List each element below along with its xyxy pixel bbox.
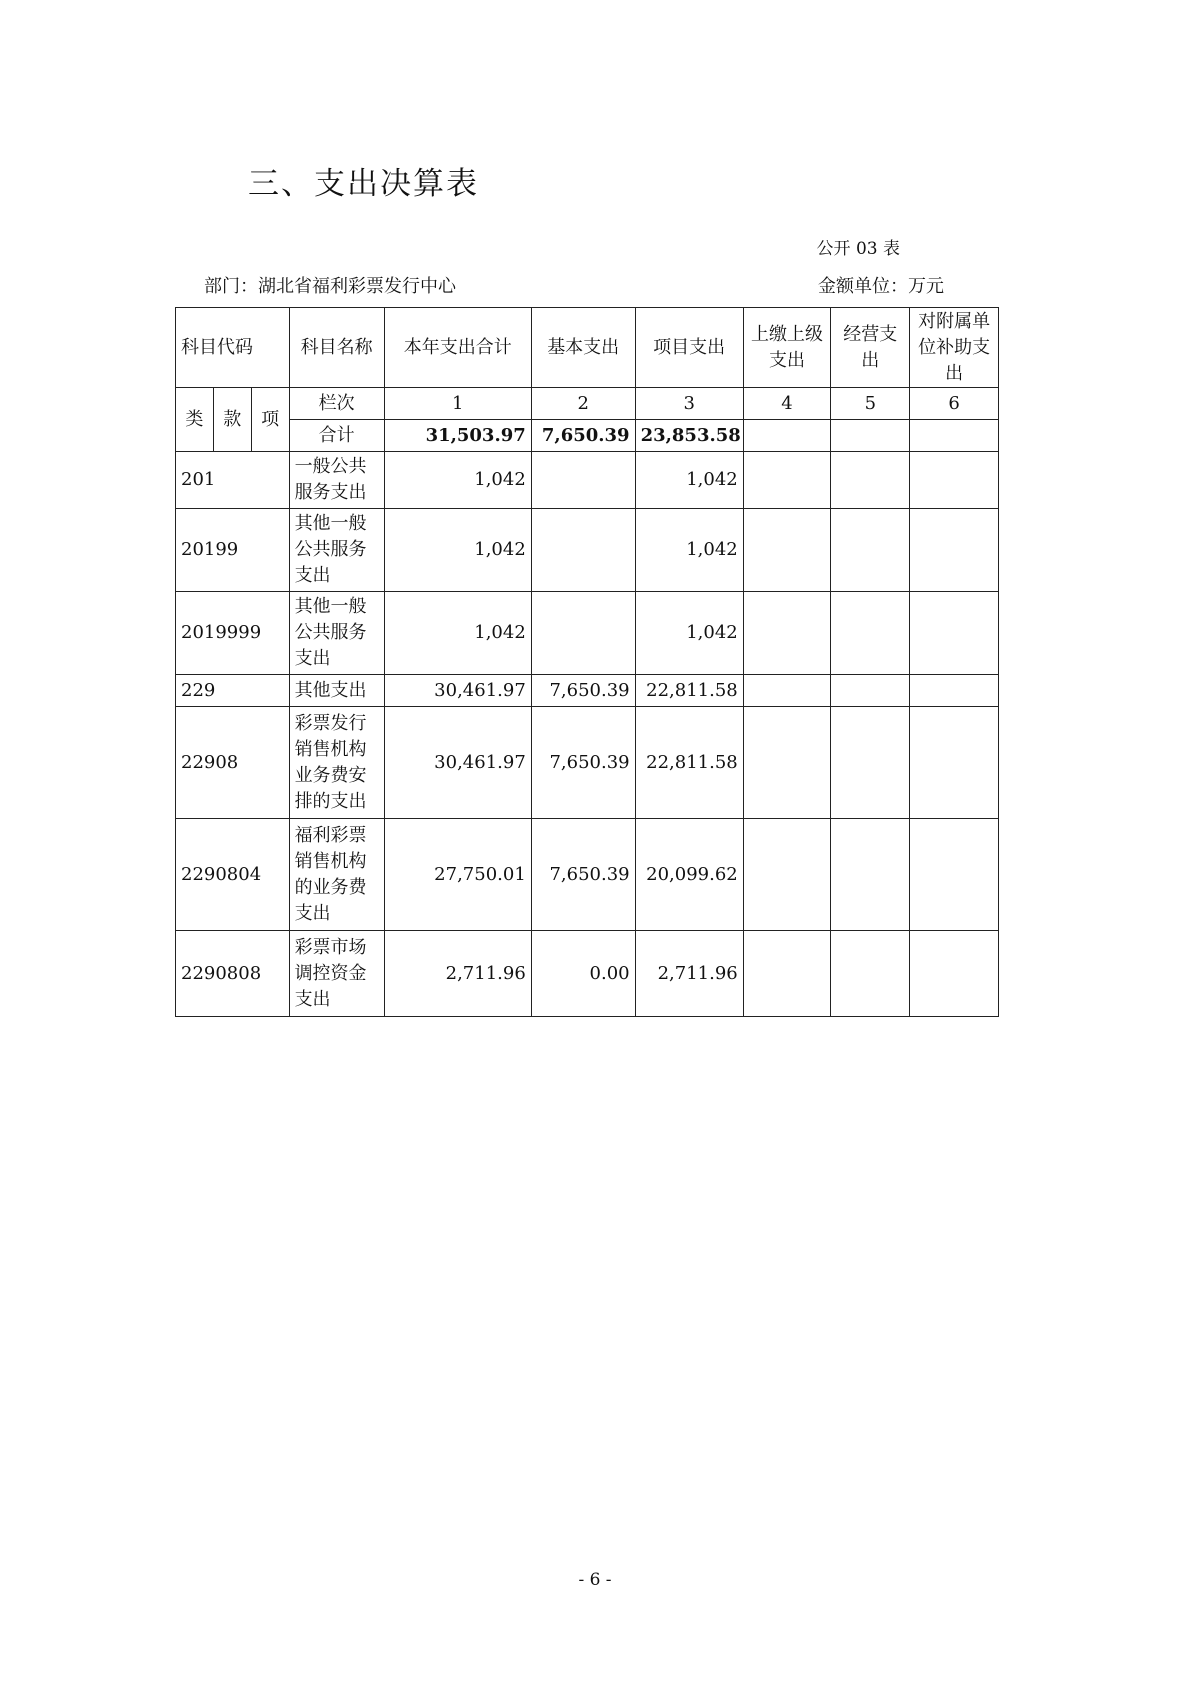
row-basic: 7,650.39 [531,819,635,931]
row-basic [531,452,635,509]
row-basic: 0.00 [531,931,635,1017]
row-total: 27,750.01 [384,819,531,931]
row-total: 30,461.97 [384,707,531,819]
row-subsidy [910,452,999,509]
row-upper [743,675,831,707]
row-code: 2290804 [176,819,290,931]
header-code: 科目代码 [176,308,290,388]
row-code: 2290808 [176,931,290,1017]
row-code: 201 [176,452,290,509]
totals-basic: 7,650.39 [531,420,635,452]
row-basic: 7,650.39 [531,675,635,707]
table-row [176,707,999,819]
row-subsidy [910,592,999,675]
expenditure-table [175,307,999,1017]
totals-subsidy [910,420,999,452]
row-business [831,509,910,592]
row-project: 1,042 [635,509,743,592]
header-basic: 基本支出 [531,308,635,388]
row-subsidy [910,819,999,931]
row-business [831,707,910,819]
row-business [831,592,910,675]
row-name: 其他一般公共服务支出 [289,592,384,675]
row-project: 22,811.58 [635,707,743,819]
row-code: 22908 [176,707,290,819]
row-name: 其他一般公共服务支出 [289,509,384,592]
header-subsidy: 对附属单位补助支出 [910,308,999,388]
header-row [176,308,999,388]
page-title: 三、支出决算表 [248,166,479,202]
header-project: 项目支出 [635,308,743,388]
row-business [831,452,910,509]
header-name: 科目名称 [289,308,384,388]
row-business [831,819,910,931]
row-subsidy [910,509,999,592]
header-business: 经营支出 [831,308,910,388]
totals-business [831,420,910,452]
row-name: 彩票市场调控资金支出 [289,931,384,1017]
row-total: 2,711.96 [384,931,531,1017]
row-name: 一般公共服务支出 [289,452,384,509]
row-basic: 7,650.39 [531,707,635,819]
table-row [176,592,999,675]
row-total: 1,042 [384,592,531,675]
header-total: 本年支出合计 [384,308,531,388]
totals-row [176,420,999,452]
table-row [176,675,999,707]
row-code: 229 [176,675,290,707]
row-total: 30,461.97 [384,675,531,707]
row-business [831,931,910,1017]
row-basic [531,509,635,592]
department-label: 部门：湖北省福利彩票发行中心 [204,276,456,297]
row-project: 2,711.96 [635,931,743,1017]
col-number-6: 6 [910,388,999,420]
row-project: 1,042 [635,592,743,675]
column-number-row [176,388,999,420]
totals-upper [743,420,831,452]
row-upper [743,707,831,819]
row-upper [743,592,831,675]
row-project: 1,042 [635,452,743,509]
row-upper [743,931,831,1017]
col-number-1: 1 [384,388,531,420]
header-lanci: 栏次 [289,388,384,420]
unit-label: 金额单位：万元 [818,276,944,297]
table-row [176,931,999,1017]
header-lei: 类 [176,388,214,452]
col-number-4: 4 [743,388,831,420]
row-code: 20199 [176,509,290,592]
row-project: 22,811.58 [635,675,743,707]
row-name: 彩票发行销售机构业务费安排的支出 [289,707,384,819]
row-business [831,675,910,707]
table-row [176,819,999,931]
row-name: 福利彩票销售机构的业务费支出 [289,819,384,931]
col-number-5: 5 [831,388,910,420]
row-project: 20,099.62 [635,819,743,931]
row-upper [743,452,831,509]
form-number: 公开 03 表 [816,239,900,259]
col-number-3: 3 [635,388,743,420]
row-total: 1,042 [384,509,531,592]
table-row [176,452,999,509]
row-subsidy [910,707,999,819]
totals-project: 23,853.58 [635,420,743,452]
page-number: - 6 - [578,1570,612,1590]
row-basic [531,592,635,675]
header-heji: 合计 [289,420,384,452]
row-upper [743,819,831,931]
row-upper [743,509,831,592]
col-number-2: 2 [531,388,635,420]
header-kuan: 款 [213,388,251,452]
row-code: 2019999 [176,592,290,675]
row-subsidy [910,931,999,1017]
totals-total: 31,503.97 [384,420,531,452]
header-upper: 上缴上级支出 [743,308,831,388]
table-row [176,509,999,592]
row-subsidy [910,675,999,707]
row-name: 其他支出 [289,675,384,707]
row-total: 1,042 [384,452,531,509]
header-xiang: 项 [251,388,289,452]
